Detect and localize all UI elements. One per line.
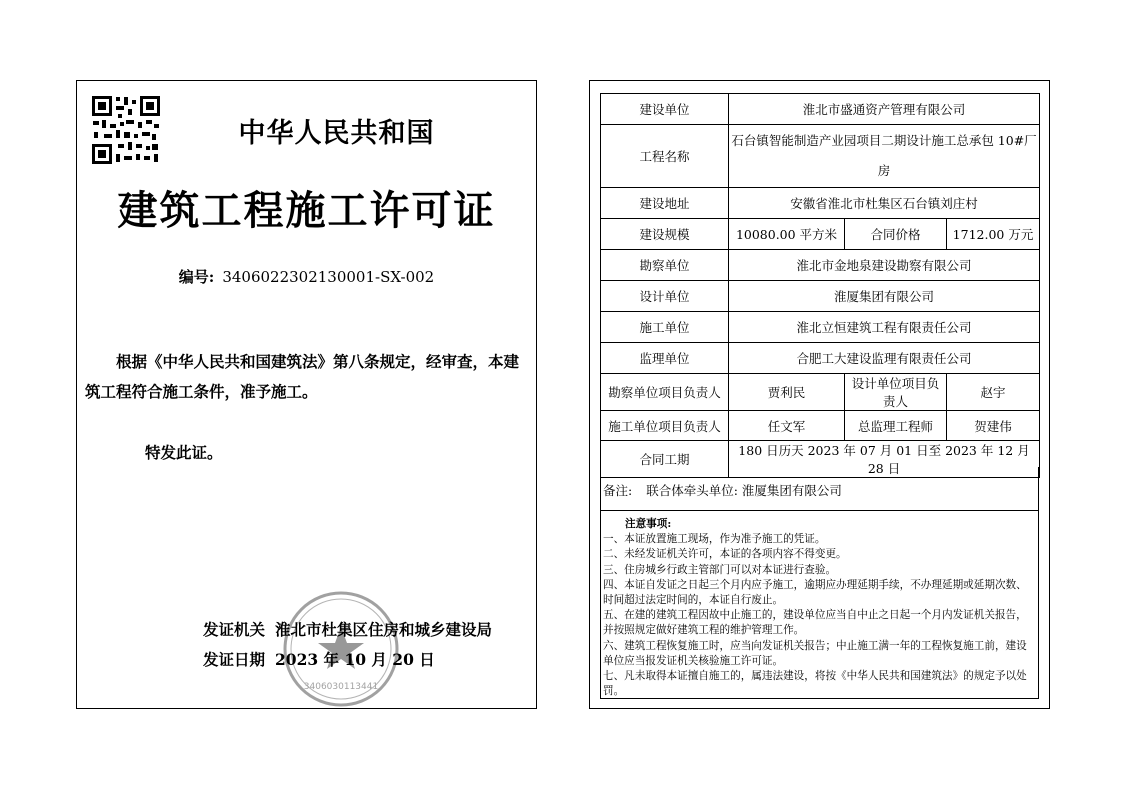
- note-item: 四、本证自发证之日起三个月内应予施工，逾期应办理延期手续，不办理延期或延期次数、时间超过法定时间的，本证自行废止。: [603, 578, 1027, 607]
- site-value: 安徽省淮北市杜集区石台镇刘庄村: [729, 188, 1040, 219]
- chief-supervisor-label: 总监理工程师: [845, 411, 947, 441]
- notes-section: [600, 511, 1039, 699]
- table-row: [601, 374, 1040, 411]
- table-row: [601, 250, 1040, 281]
- note-item: 二、未经发证机关许可，本证的各项内容不得变更。: [603, 548, 847, 561]
- chief-supervisor-value: 贺建伟: [947, 411, 1040, 441]
- survey-manager-value: 贾利民: [729, 374, 845, 411]
- scale-label: 建设规模: [601, 219, 729, 250]
- issuer-name: 淮北市杜集区住房和城乡建设局: [275, 620, 493, 639]
- issue-date-label: 发证日期: [203, 650, 266, 669]
- remarks: [600, 467, 1039, 511]
- svg-text:3406030113441: 3406030113441: [303, 682, 379, 692]
- project-value: 石台镇智能制造产业园项目二期设计施工总承包 10#厂房: [729, 125, 1040, 188]
- construct-manager-label: 施工单位项目负责人: [601, 411, 729, 441]
- permit-details-panel: [589, 80, 1050, 709]
- issue-date-line: [203, 648, 435, 670]
- table-row: [601, 125, 1040, 188]
- period-label: 合同工期: [601, 441, 729, 478]
- builder-value: 淮北市盛通资产管理有限公司: [729, 94, 1040, 125]
- issuer-line: [203, 618, 492, 640]
- remarks-label: 备注:: [603, 483, 633, 498]
- construct-label: 施工单位: [601, 312, 729, 343]
- survey-manager-label: 勘察单位项目负责人: [601, 374, 729, 411]
- permit-body-text: 根据《中华人民共和国建筑法》第八条规定，经审查，本建筑工程符合施工条件，准予施工。: [85, 352, 520, 401]
- design-value: 淮厦集团有限公司: [729, 281, 1040, 312]
- special-issue-text: 特发此证。: [145, 443, 223, 462]
- supervise-value: 合肥工大建设监理有限责任公司: [729, 343, 1040, 374]
- note-item: 五、在建的建筑工程因故中止施工的，建设单位应当自中止之日起一个月内发证机关报告，并按照规定做好建筑工程的维护管理工作。: [603, 609, 1027, 637]
- permit-number-label: 编号:: [178, 268, 215, 286]
- builder-label: 建设单位: [601, 94, 729, 125]
- note-item: 六、建筑工程恢复施工时，应当向发证机关报告；中止施工满一年的工程恢复施工前，建设单位应当报发证机关核验施工许可证。: [603, 639, 1027, 667]
- issue-date: 2023 年 10 月 20 日: [275, 650, 435, 669]
- table-row: [601, 281, 1040, 312]
- permit-title: 建筑工程施工许可证: [117, 187, 496, 234]
- permit-number: 3406022302130001-SX-002: [222, 268, 435, 286]
- site-label: 建设地址: [601, 188, 729, 219]
- country-heading: 中华人民共和国: [238, 118, 435, 149]
- note-item: 三、住房城乡行政主管部门可以对本证进行查验。: [603, 563, 837, 576]
- issuer-label: 发证机关: [203, 620, 266, 639]
- table-row: [601, 94, 1040, 125]
- price-value: 1712.00 万元: [947, 219, 1040, 250]
- price-label: 合同价格: [845, 219, 947, 250]
- period-value: 180 日历天 2023 年 07 月 01 日至 2023 年 12 月 28 日: [729, 441, 1040, 478]
- supervise-label: 监理单位: [601, 343, 729, 374]
- table-row: [601, 188, 1040, 219]
- table-row: [601, 411, 1040, 441]
- table-row: [601, 312, 1040, 343]
- survey-value: 淮北市金地泉建设勘察有限公司: [729, 250, 1040, 281]
- note-item: 一、本证放置施工现场，作为准予施工的凭证。: [603, 533, 826, 546]
- table-row: [601, 219, 1040, 250]
- construct-manager-value: 任文军: [729, 411, 845, 441]
- construct-value: 淮北立恒建筑工程有限责任公司: [729, 312, 1040, 343]
- permit-cover-panel: [76, 80, 537, 709]
- permit-details-table: [600, 93, 1040, 478]
- survey-label: 勘察单位: [601, 250, 729, 281]
- project-label: 工程名称: [601, 125, 729, 188]
- design-manager-label: 设计单位项目负责人: [845, 374, 947, 411]
- table-row: [601, 343, 1040, 374]
- notes-title: 注意事项:: [625, 518, 672, 530]
- design-manager-value: 赵宇: [947, 374, 1040, 411]
- permit-number-line: [77, 266, 536, 287]
- note-item: 七、凡未取得本证擅自施工的，属违法建设，将按《中华人民共和国建筑法》的规定予以处罚。: [603, 670, 1027, 698]
- scale-value: 10080.00 平方米: [729, 219, 845, 250]
- remarks-value: 联合体牵头单位: 淮厦集团有限公司: [646, 483, 842, 498]
- design-label: 设计单位: [601, 281, 729, 312]
